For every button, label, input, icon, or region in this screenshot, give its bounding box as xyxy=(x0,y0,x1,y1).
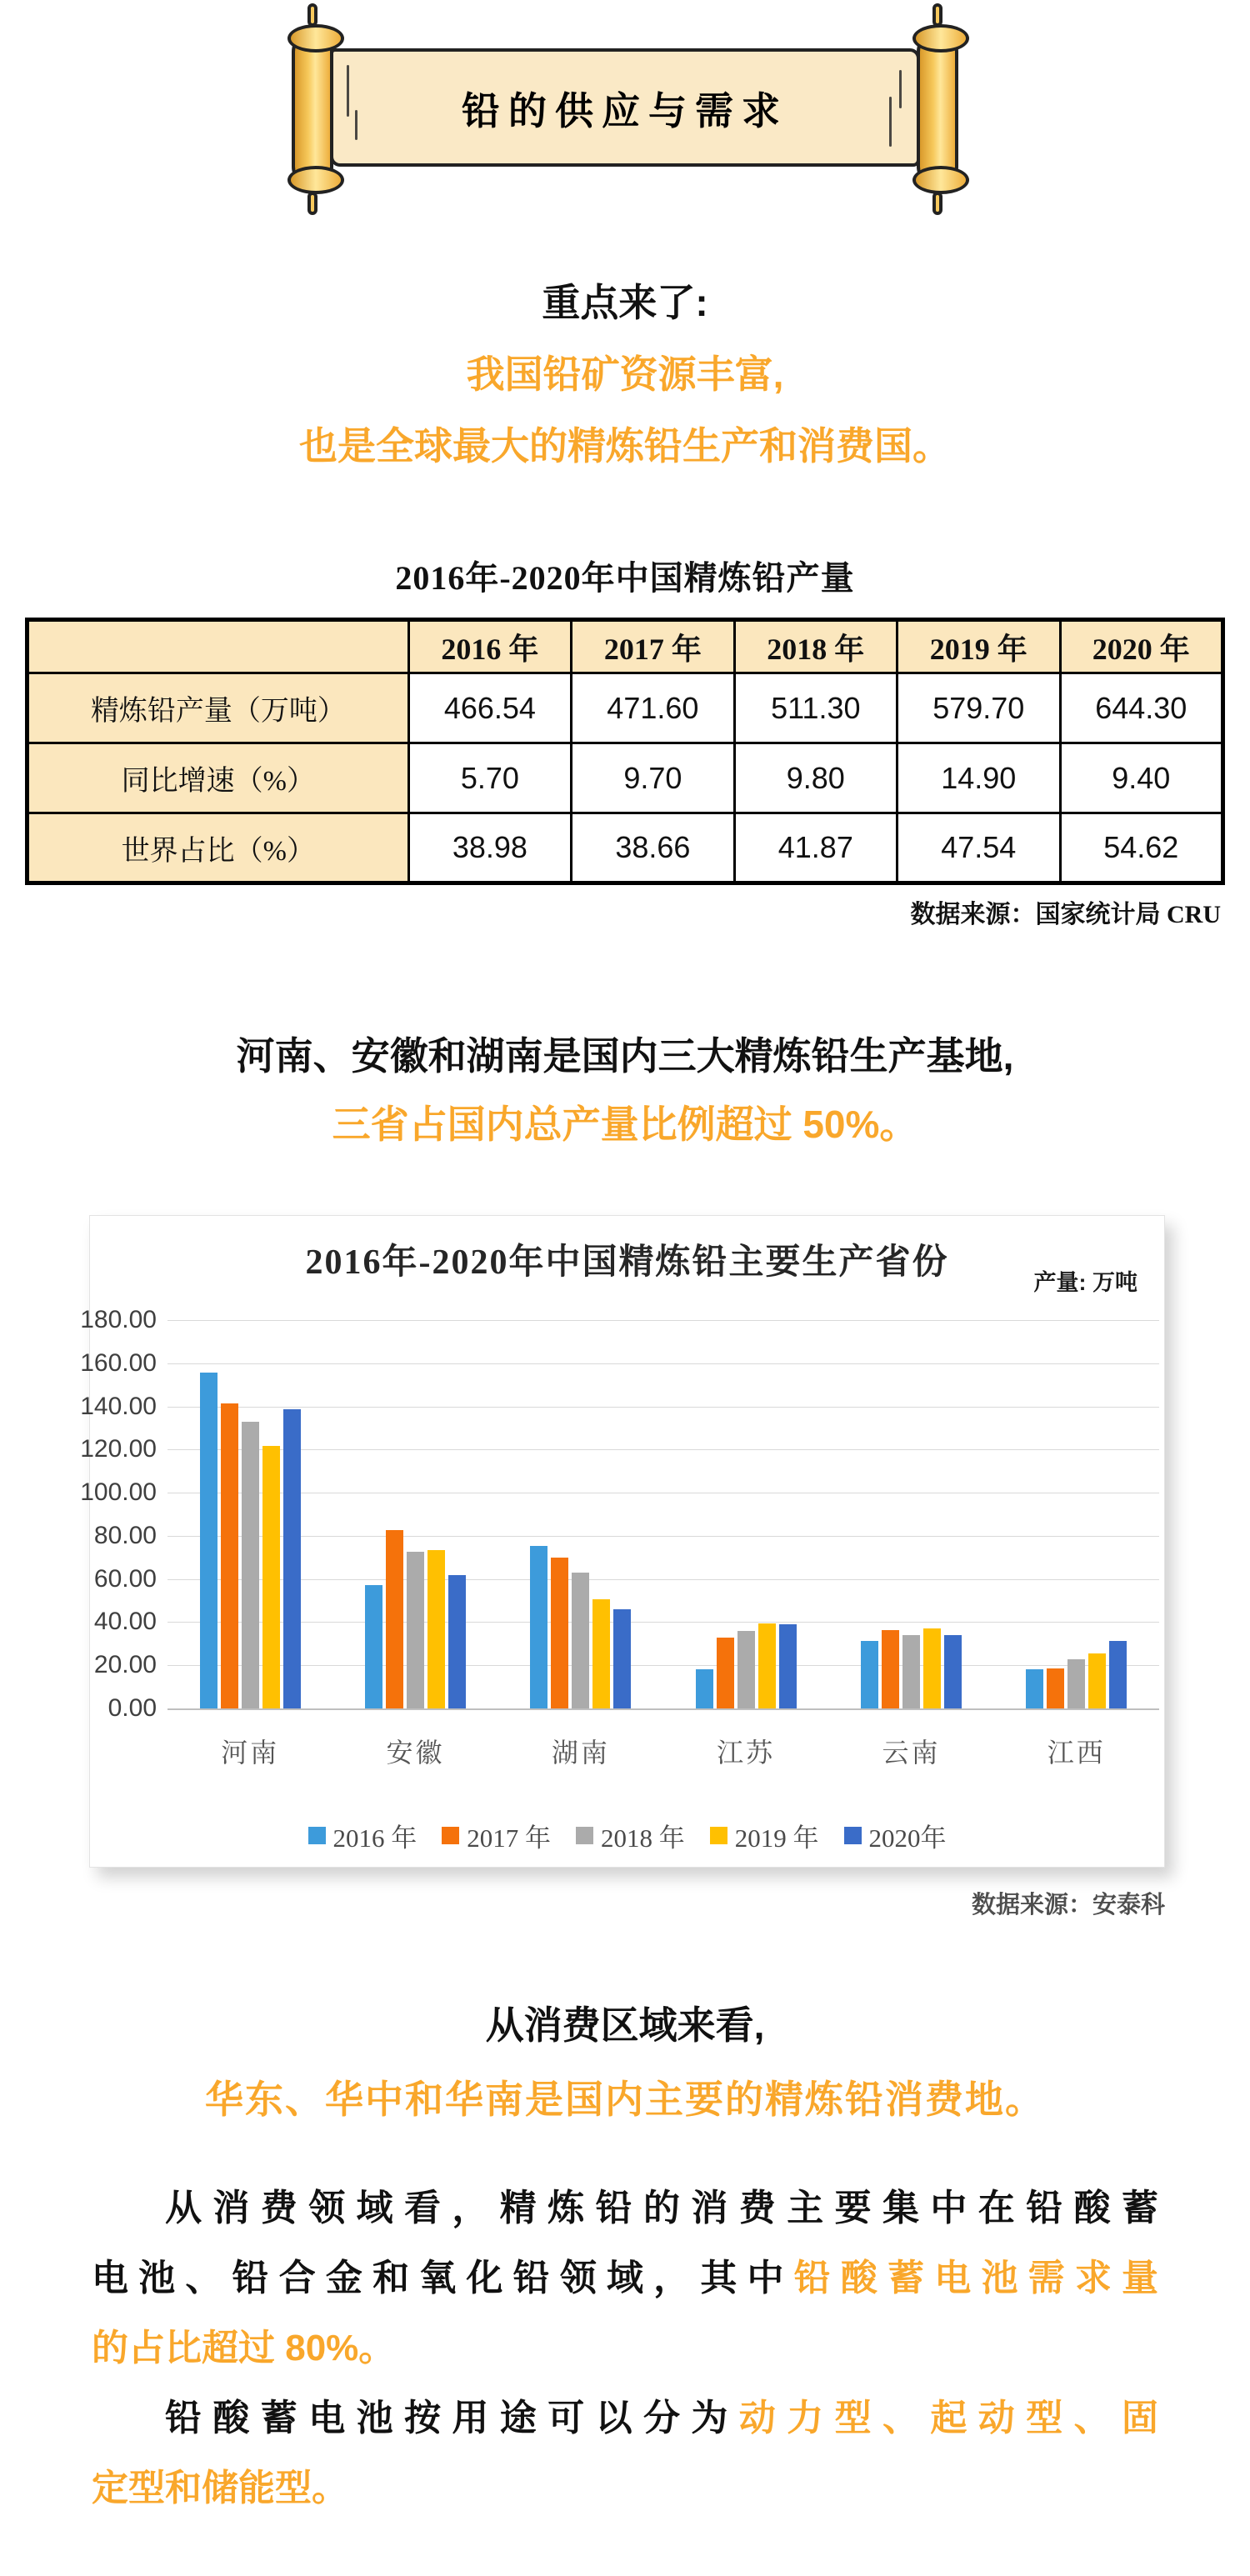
y-tick-label: 20.00 xyxy=(93,1651,157,1679)
y-axis xyxy=(80,1306,157,1722)
y-tick-label: 80.00 xyxy=(93,1521,157,1549)
bar xyxy=(200,1373,218,1708)
table-header-cell: 2018 年 xyxy=(734,620,897,673)
chart-unit-label: 产量: 万吨 xyxy=(1033,1270,1138,1295)
scroll-banner xyxy=(292,13,958,203)
y-tick-label: 60.00 xyxy=(93,1564,157,1593)
bar xyxy=(551,1558,568,1708)
table-row-label: 同比增速（%） xyxy=(28,743,409,813)
table-cell: 579.70 xyxy=(898,673,1060,743)
bar xyxy=(1109,1641,1127,1709)
table-cell: 14.90 xyxy=(898,743,1060,813)
consumption-highlight: 华东、华中和华南是国内主要的精炼铅消费地。 xyxy=(205,2078,1045,2121)
legend-item xyxy=(710,1817,819,1854)
x-axis-label: 云南 xyxy=(882,1738,941,1768)
legend-label: 2020年 xyxy=(868,1823,947,1853)
bar-group xyxy=(332,1530,498,1708)
legend-label: 2018 年 xyxy=(601,1823,685,1853)
bar xyxy=(221,1403,238,1708)
bar xyxy=(696,1669,713,1708)
y-tick-label: 40.00 xyxy=(93,1608,157,1636)
body-text: 从消费领域看，精炼铅的消费主要集中在铅酸蓄 xyxy=(165,2188,1158,2228)
bar xyxy=(758,1623,776,1708)
table-cell: 471.60 xyxy=(572,673,734,743)
y-tick-label: 180.00 xyxy=(80,1306,157,1333)
table-cell: 644.30 xyxy=(1060,673,1223,743)
bar-group xyxy=(168,1373,332,1708)
x-axis-label: 安徽 xyxy=(386,1738,445,1768)
chart-legend xyxy=(90,1817,1164,1854)
bar xyxy=(242,1422,259,1708)
bar xyxy=(530,1546,548,1709)
chart-source: 数据来源：安泰科 xyxy=(971,1892,1165,1918)
y-tick-label: 140.00 xyxy=(80,1392,157,1420)
accent-text: 动力型、起动型、固 xyxy=(738,2398,1159,2438)
legend-swatch xyxy=(442,1827,459,1844)
y-tick-label: 160.00 xyxy=(80,1348,157,1377)
intro-highlight-1: 我国铅矿资源丰富, xyxy=(466,353,784,396)
chart-title: 2016年-2020年中国精炼铅主要生产省份 xyxy=(305,1243,949,1282)
consumption-section xyxy=(0,2003,1250,2121)
legend-item xyxy=(576,1817,685,1854)
production-table xyxy=(25,618,1225,885)
table-source: 数据来源：国家统计局 CRU xyxy=(910,901,1221,928)
bar xyxy=(365,1585,382,1708)
legend-item xyxy=(442,1817,551,1854)
bar xyxy=(428,1550,445,1708)
gridline xyxy=(168,1708,1159,1710)
page-title: 铅的供应与需求 xyxy=(462,89,788,133)
legend-swatch xyxy=(710,1827,728,1844)
intro-lead: 重点来了: xyxy=(542,281,708,324)
bar xyxy=(613,1609,631,1708)
table-header-cell: 2020 年 xyxy=(1060,620,1223,673)
legend-swatch xyxy=(844,1827,862,1844)
intro-highlight-2: 也是全球最大的精炼铅生产和消费国。 xyxy=(299,424,951,468)
x-axis-label: 江西 xyxy=(1047,1738,1106,1768)
table-cell: 38.98 xyxy=(408,813,571,883)
bar xyxy=(882,1630,899,1709)
table-row xyxy=(28,743,1223,813)
bar xyxy=(386,1530,403,1708)
bar xyxy=(592,1599,610,1708)
bar xyxy=(779,1624,797,1708)
bar-group xyxy=(498,1546,663,1709)
table-cell: 38.66 xyxy=(572,813,734,883)
table-cell: 9.70 xyxy=(572,743,734,813)
bar xyxy=(1088,1653,1106,1708)
bar xyxy=(738,1631,755,1708)
table-cell: 47.54 xyxy=(898,813,1060,883)
table-header-cell: 2016 年 xyxy=(408,620,571,673)
bar xyxy=(283,1409,301,1708)
paragraph-line xyxy=(92,2383,1158,2453)
production-headline xyxy=(0,1034,1250,1146)
headline-accent: 三省占国内总产量比例超过 50%。 xyxy=(332,1103,918,1146)
table-cell: 9.40 xyxy=(1060,743,1223,813)
plot-area xyxy=(168,1320,1159,1708)
legend-swatch xyxy=(308,1827,326,1844)
table-title: 2016年-2020年中国精炼铅产量 xyxy=(395,559,855,597)
bar xyxy=(407,1552,424,1708)
bar xyxy=(861,1641,878,1709)
legend-label: 2016 年 xyxy=(332,1823,418,1853)
bar xyxy=(923,1628,941,1708)
table-header-cell: 2017 年 xyxy=(572,620,734,673)
legend-label: 2019 年 xyxy=(734,1823,819,1853)
table-header-cell: 2019 年 xyxy=(898,620,1060,673)
table-row-label: 精炼铅产量（万吨） xyxy=(28,673,409,743)
table-cell: 54.62 xyxy=(1060,813,1223,883)
bar xyxy=(902,1635,920,1708)
bar xyxy=(572,1573,589,1708)
table-row xyxy=(28,813,1223,883)
bar xyxy=(1026,1669,1043,1708)
bar xyxy=(262,1446,280,1708)
headline-black: 河南、安徽和湖南是国内三大精炼铅生产基地, xyxy=(236,1034,1014,1078)
bar-group xyxy=(828,1628,993,1708)
bar xyxy=(1047,1668,1064,1708)
accent-text: 的占比超过 80%。 xyxy=(92,2328,396,2368)
bar xyxy=(1068,1659,1085,1709)
bar-groups xyxy=(168,1320,1159,1708)
body-text: 铅酸蓄电池按用途可以分为 xyxy=(165,2398,739,2438)
table-cell: 511.30 xyxy=(734,673,897,743)
legend-item xyxy=(844,1817,947,1854)
paragraph-line xyxy=(92,2313,1158,2383)
legend-item xyxy=(308,1817,418,1854)
bar-group xyxy=(994,1641,1159,1709)
bar xyxy=(717,1638,734,1708)
table-row-label: 世界占比（%） xyxy=(28,813,409,883)
body-text: 电池、铅合金和氧化铅领域，其中 xyxy=(92,2258,794,2298)
y-tick-label: 120.00 xyxy=(80,1435,157,1463)
paragraph-line xyxy=(92,2173,1158,2243)
bar xyxy=(944,1635,962,1708)
chart-plot xyxy=(80,1306,1164,1722)
bar-group xyxy=(663,1623,828,1708)
bar xyxy=(448,1575,466,1709)
table-row xyxy=(28,673,1223,743)
table-header-cell xyxy=(28,620,409,673)
accent-text: 定型和储能型。 xyxy=(92,2468,348,2508)
chart-card xyxy=(80,1215,1165,1868)
x-axis-label: 湖南 xyxy=(551,1738,610,1768)
legend-swatch xyxy=(576,1827,593,1844)
legend-label: 2017 年 xyxy=(467,1823,551,1853)
x-axis-label: 河南 xyxy=(221,1738,280,1768)
paragraph-line xyxy=(92,2453,1158,2523)
table-cell: 5.70 xyxy=(408,743,571,813)
consumption-lead: 从消费区域来看, xyxy=(485,2003,765,2047)
intro-section xyxy=(0,281,1250,468)
paragraph-line xyxy=(92,2243,1158,2313)
x-axis-label: 江苏 xyxy=(717,1738,776,1768)
accent-text: 铅酸蓄电池需求量 xyxy=(793,2258,1159,2298)
table-cell: 9.80 xyxy=(734,743,897,813)
table-header-row xyxy=(28,620,1223,673)
y-tick-label: 100.00 xyxy=(80,1478,157,1507)
consumption-paragraphs xyxy=(92,2173,1158,2523)
table-cell: 466.54 xyxy=(408,673,571,743)
y-tick-label: 0.00 xyxy=(108,1694,157,1722)
x-axis-labels xyxy=(168,1708,1159,1770)
table-cell: 41.87 xyxy=(734,813,897,883)
